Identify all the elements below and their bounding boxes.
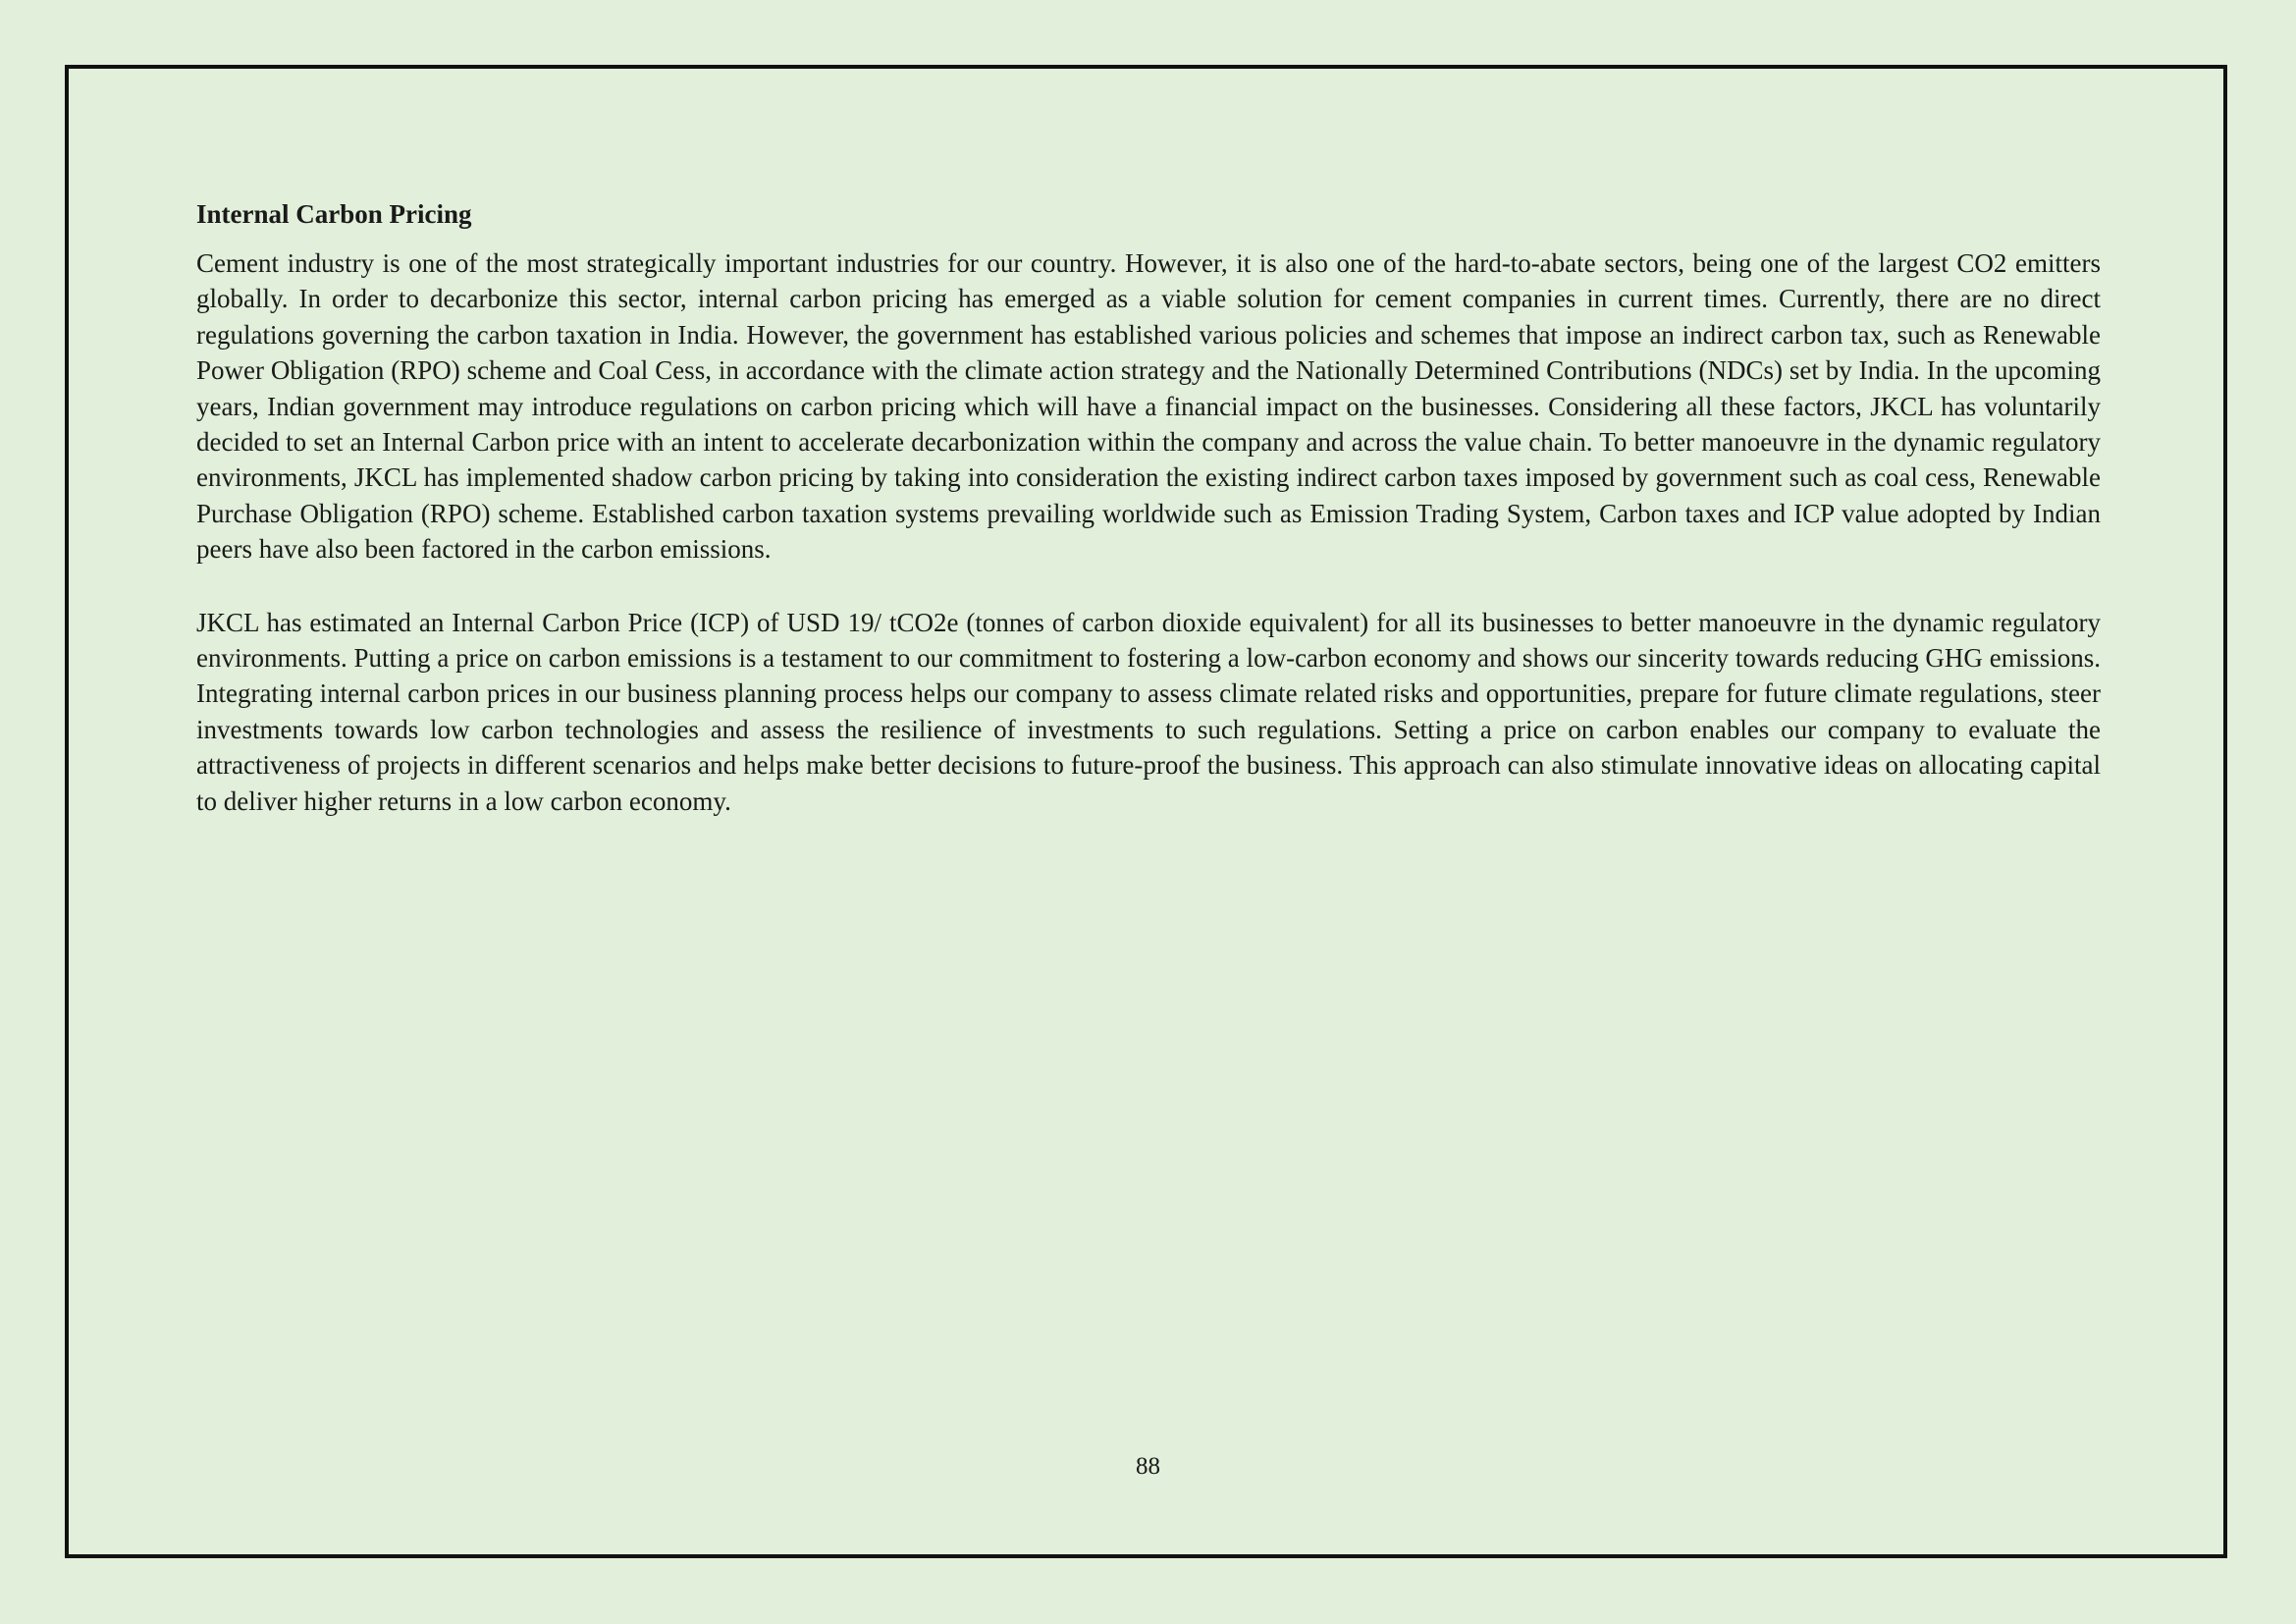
paragraph-carbon-pricing-context: Cement industry is one of the most strategically important industries for our country. However, it is also one of the hard-to-abate sectors, being one of the largest CO2 emitters globally. In order to decarbonize this sector, internal carbon pricing has emerged as a viable solution for cement companies in current times. Currently, there are no direct regulations governing the carbon taxation in India. However, the government has established various policies and schemes that impose an indirect carbon tax, such as Renewable Power Obligation (RPO) scheme and Coal Cess, in accordance with the climate action strategy and the Nationally Determined Contributions (NDCs) set by India. In the upcoming years, Indian government may introduce regulations on carbon pricing which will have a financial impact on the businesses. Considering all these factors, JKCL has voluntarily decided to set an Internal Carbon price with an intent to accelerate decarbonization within the company and across the value chain. To better manoeuvre in the dynamic regulatory environments, JKCL has implemented shadow carbon pricing by taking into consideration the existing indirect carbon taxes imposed by government such as coal cess, Renewable Purchase Obligation (RPO) scheme. Established carbon taxation systems prevailing worldwide such as Emission Trading System, Carbon taxes and ICP value adopted by Indian peers have also been factored in the carbon emissions. xyxy=(196,248,2101,565)
document-body xyxy=(196,193,2101,856)
page-number: 88 xyxy=(1136,1453,1160,1480)
paragraph-icp-estimate: JKCL has estimated an Internal Carbon Price (ICP) of USD 19/ tCO2e (tonnes of carbon dioxide equivalent) for all its businesses to better manoeuvre in the dynamic regulatory environments. Putting a price on carbon emissions is a testament to our commitment to fostering a low-carbon economy and shows our sincerity towards reducing GHG emissions. Integrating internal carbon prices in our business planning process helps our company to assess climate related risks and opportunities, prepare for future climate regulations, steer investments towards low carbon technologies and assess the resilience of investments to such regulations. Setting a price on carbon enables our company to evaluate the attractiveness of projects in different scenarios and helps make better decisions to future-proof the business. This approach can also stimulate innovative ideas on allocating capital to deliver higher returns in a low carbon economy. xyxy=(196,607,2101,816)
section-heading: Internal Carbon Pricing xyxy=(196,199,472,229)
